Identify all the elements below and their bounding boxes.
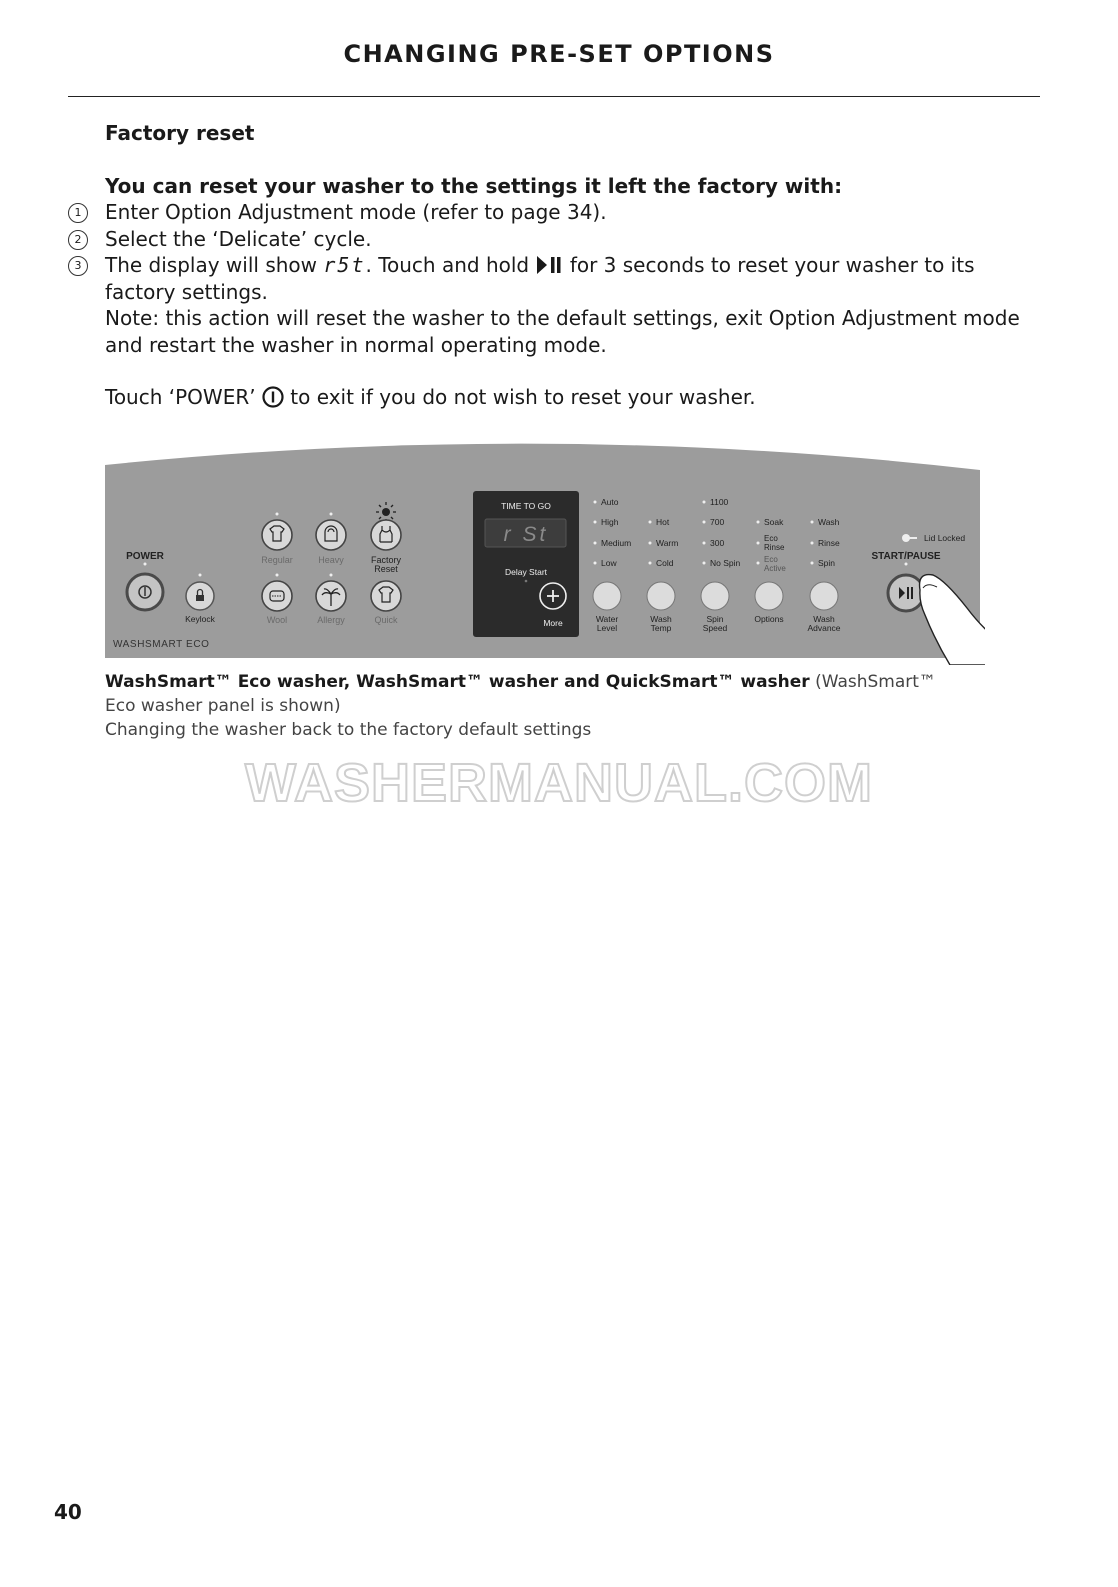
lid-locked-label: Lid Locked — [924, 533, 966, 543]
keylock-button — [186, 582, 214, 610]
temp-warm-label: Warm — [656, 538, 679, 548]
body-text — [74, 120, 1045, 411]
quick-cycle-button — [371, 581, 401, 611]
wash-temp-label-2: Temp — [650, 623, 672, 633]
play-pause-icon — [535, 255, 563, 275]
step-number-3: 3 — [68, 256, 88, 276]
water-level-label-1: Water — [595, 614, 619, 624]
allergy-label: Allergy — [317, 615, 345, 625]
exit-text-pre: Touch ‘POWER’ — [105, 385, 262, 409]
brand-label: WASHSMART ECO — [113, 639, 210, 650]
exit-instruction — [105, 384, 1045, 411]
water-level-button — [593, 582, 621, 610]
spin-1100-label: 1100 — [710, 497, 729, 507]
wash-temp-label-1: Wash — [650, 614, 672, 624]
exit-text-post: to exit if you do not wish to reset your washer. — [283, 385, 756, 409]
power-icon — [262, 386, 284, 408]
caption-normal: (WashSmart™ Eco washer panel is shown) — [105, 672, 936, 716]
quick-label: Quick — [374, 615, 398, 625]
wool-cycle-button — [262, 581, 292, 611]
step-3-text-mid: . Touch and hold — [365, 253, 536, 277]
water-level-label-2: Level — [596, 623, 618, 633]
spin-speed-label-1: Spin — [706, 614, 724, 624]
note-text: Note: this action will reset the washer to the default settings, exit Option Adjustment mode and restart the washer in normal operating mode. — [105, 306, 1020, 357]
spin-speed-label-2: Speed — [702, 623, 728, 633]
option-rinse-label: Rinse — [764, 543, 785, 552]
keylock-label: Keylock — [185, 614, 215, 624]
option-eco-label: Eco — [764, 534, 778, 543]
advance-wash-label: Wash — [818, 517, 840, 527]
figure-caption — [105, 670, 965, 742]
reset-label: Reset — [374, 564, 398, 574]
step-2 — [74, 226, 1045, 253]
water-high-label: High — [601, 517, 619, 527]
start-pause-button — [888, 575, 924, 611]
step-3-text-pre: The display will show — [105, 253, 324, 277]
advance-rinse-label: Rinse — [818, 538, 840, 548]
caption-bold: WashSmart™ Eco washer, WashSmart™ washer and QuickSmart™ washer — [105, 672, 810, 692]
spin-nospin-label: No Spin — [710, 558, 741, 568]
intro-text: You can reset your washer to the settings it left the factory with: — [105, 173, 843, 198]
heavy-cycle-button — [316, 520, 346, 550]
page-title: CHANGING PRE-SET OPTIONS — [343, 40, 775, 68]
sun-icon — [376, 502, 396, 522]
control-panel-illustration — [105, 440, 985, 665]
option-soak-label: Soak — [764, 517, 784, 527]
advance-spin-label: Spin — [818, 558, 836, 568]
regular-cycle-button — [262, 520, 292, 550]
more-label: More — [543, 618, 563, 628]
step-number-1: 1 — [68, 203, 88, 223]
display-module — [473, 491, 579, 637]
wool-label: Wool — [266, 615, 288, 625]
water-low-label: Low — [601, 558, 617, 568]
wash-temp-button — [647, 582, 675, 610]
options-button — [755, 582, 783, 610]
temp-cold-label: Cold — [656, 558, 674, 568]
regular-label: Regular — [261, 555, 293, 565]
start-pause-label: START/PAUSE — [871, 551, 941, 562]
options-label: Options — [754, 614, 784, 624]
temp-hot-label: Hot — [656, 517, 670, 527]
lcd-value: r St — [503, 523, 549, 546]
step-1 — [74, 199, 1045, 226]
step-number-2: 2 — [68, 230, 88, 250]
water-auto-label: Auto — [601, 497, 619, 507]
step-2-text: Select the ‘Delicate’ cycle. — [105, 226, 372, 251]
power-button — [127, 574, 163, 610]
allergy-cycle-button — [316, 581, 346, 611]
watermark: WASHERMANUAL.COM — [245, 753, 873, 813]
wash-advance-label-2: Advance — [807, 623, 841, 633]
option-active-label: Active — [764, 564, 786, 573]
spin-speed-button — [701, 582, 729, 610]
header-divider — [68, 96, 1040, 97]
step-1-text: Enter Option Adjustment mode (refer to page 34). — [105, 200, 607, 224]
heavy-label: Heavy — [318, 555, 344, 565]
delay-start-label: Delay Start — [504, 567, 548, 577]
step-3-text-post: for 3 seconds to reset your washer to its factory settings. — [105, 253, 975, 304]
spin-700-label: 700 — [710, 517, 725, 527]
factory-reset-button — [371, 520, 401, 550]
section-heading: Factory reset — [105, 121, 255, 145]
wash-advance-label-1: Wash — [813, 614, 835, 624]
display-code: r5t — [323, 253, 366, 277]
power-label: POWER — [126, 551, 164, 562]
factory-label: Factory — [370, 555, 402, 565]
wash-advance-button — [810, 582, 838, 610]
page-number: 40 — [54, 1500, 82, 1524]
water-medium-label: Medium — [601, 538, 632, 548]
spin-300-label: 300 — [710, 538, 725, 548]
time-to-go-label: TIME TO GO — [501, 501, 551, 511]
option-eco2-label: Eco — [764, 555, 778, 564]
caption-line-2: Changing the washer back to the factory default settings — [105, 720, 592, 740]
step-3 — [74, 252, 1045, 305]
